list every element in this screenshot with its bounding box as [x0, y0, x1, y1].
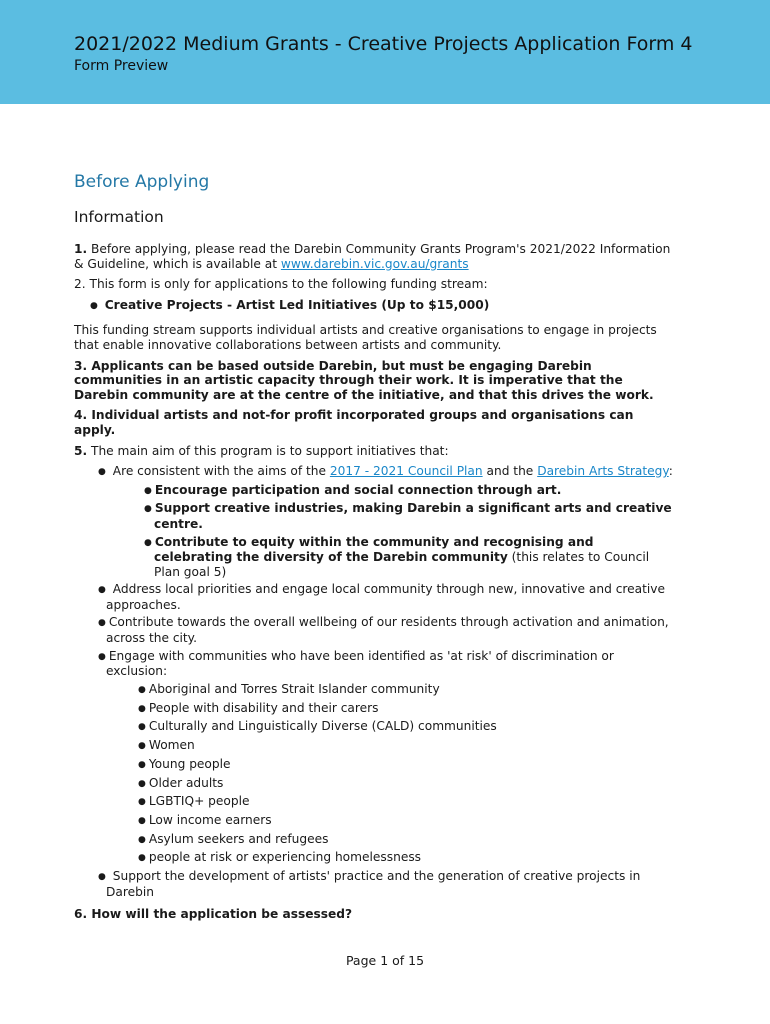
- bullet-icon: ●: [138, 778, 146, 789]
- group-text: Asylum seekers and refugees: [148, 831, 329, 846]
- funding-stream-name: Creative Projects - Artist Led Initiatives (Up to $15,000): [104, 297, 490, 312]
- list-item: [144, 535, 674, 580]
- bullet-icon: ●: [98, 585, 106, 596]
- arts-strategy-link[interactable]: Darebin Arts Strategy: [537, 464, 669, 479]
- section-heading: Before Applying: [74, 172, 210, 192]
- list-item: [138, 776, 674, 792]
- bullet-icon: ●: [138, 722, 146, 733]
- form-subtitle: Form Preview: [74, 58, 169, 74]
- bullet-icon: ●: [98, 872, 106, 883]
- group-text: People with disability and their carers: [148, 700, 379, 715]
- list-item: [138, 682, 674, 698]
- item-1: [74, 242, 674, 271]
- group-text: Low income earners: [148, 812, 272, 827]
- grants-link[interactable]: www.darebin.vic.gov.au/grants: [280, 256, 469, 271]
- aim-1-text: Are consistent with the aims of the: [112, 464, 330, 479]
- bullet-icon: ●: [144, 537, 152, 548]
- group-text: Women: [148, 738, 195, 753]
- sub-aim-text: Encourage participation and social connection through art.: [154, 482, 562, 497]
- item-2: 2. This form is only for applications to the following funding stream:: [74, 277, 488, 292]
- item-6-text: 6. How will the application be assessed?: [74, 907, 353, 922]
- aim-1-sublist: [144, 483, 674, 580]
- bullet-icon: ●: [138, 797, 146, 808]
- list-item: [138, 850, 674, 866]
- bullet-icon: ●: [90, 300, 98, 311]
- aim-5-text: Support the development of artists' practice and the generation of creative projects in Darebin: [106, 869, 641, 899]
- form-content: [74, 170, 674, 928]
- list-item: [144, 501, 674, 531]
- sub-aim-text: Contribute to equity within the community and recognising and celebrating the diversity of the Darebin community: [154, 534, 594, 565]
- aim-4: [98, 649, 674, 679]
- aim-2: [98, 582, 674, 612]
- aim-3: [98, 615, 674, 645]
- list-item: [138, 719, 674, 735]
- item-6: [74, 907, 674, 922]
- aim-2-text: Address local priorities and engage local community through new, innovative and creative approaches.: [106, 582, 666, 612]
- aim-5: [98, 869, 674, 899]
- list-item: [144, 483, 674, 499]
- item-4: [74, 408, 674, 437]
- sub-aim-note: (this relates to Council Plan goal 5): [154, 550, 650, 579]
- bullet-icon: ●: [138, 759, 146, 770]
- council-plan-link[interactable]: 2017 - 2021 Council Plan: [329, 464, 483, 479]
- list-item: [138, 832, 674, 848]
- aim-1-mid: and the: [482, 464, 538, 479]
- bullet-icon: ●: [144, 485, 152, 496]
- item-5: [74, 444, 674, 459]
- item-5-number: 5.: [74, 443, 88, 458]
- at-risk-groups-list: [138, 682, 674, 866]
- aim-1-colon: :: [668, 464, 673, 479]
- bullet-icon: ●: [138, 834, 146, 845]
- item-3-text: 3. Applicants can be based outside Darebin, but must be engaging Darebin communities in an artistic capacity through their work. It is imperative that the Darebin community are at the centre of the initiative, and that this drives the work.: [74, 358, 654, 402]
- aim-3-text: Contribute towards the overall wellbeing of our residents through activation and animation, across the city.: [106, 615, 669, 646]
- form-title: 2021/2022 Medium Grants - Creative Projects Application Form 4: [74, 33, 693, 55]
- aim-1: [98, 464, 674, 480]
- section-subheading: Information: [74, 208, 164, 226]
- group-text: Aboriginal and Torres Strait Islander community: [148, 681, 440, 696]
- item-5-text: The main aim of this program is to support initiatives that:: [87, 443, 449, 458]
- bullet-icon: ●: [98, 651, 106, 662]
- list-item: [138, 813, 674, 829]
- aim-4-text: Engage with communities who have been identified as 'at risk' of discrimination or exclusion:: [106, 648, 614, 679]
- bullet-icon: ●: [138, 684, 146, 695]
- bullet-icon: ●: [138, 815, 146, 826]
- form-header: [0, 0, 770, 104]
- group-text: Young people: [148, 756, 231, 771]
- group-text: people at risk or experiencing homelessness: [148, 850, 422, 865]
- bullet-icon: ●: [98, 618, 106, 629]
- group-text: LGBTIQ+ people: [148, 794, 250, 809]
- list-item: [138, 757, 674, 773]
- list-item: [138, 701, 674, 717]
- bullet-icon: ●: [144, 504, 152, 515]
- list-item: [138, 738, 674, 754]
- item-4-text: 4. Individual artists and not-for profit incorporated groups and organisations can apply.: [74, 408, 634, 437]
- sub-aim-text: Support creative industries, making Darebin a significant arts and creative centre.: [154, 501, 672, 531]
- item-1-text: Before applying, please read the Darebin Community Grants Program's 2021/2022 Information & Guideline, which is available at: [74, 242, 671, 271]
- bullet-icon: ●: [138, 853, 146, 864]
- list-item: [138, 794, 674, 810]
- page-number: Page 1 of 15: [345, 953, 425, 968]
- item-1-number: 1.: [74, 242, 88, 256]
- item-3: [74, 359, 674, 403]
- funding-stream-description: This funding stream supports individual artists and creative organisations to engage in projects that enable innovative collaborations between artists and community.: [74, 323, 657, 352]
- bullet-icon: ●: [138, 741, 146, 752]
- bullet-icon: ●: [138, 703, 146, 714]
- funding-stream-bullet: [90, 298, 674, 314]
- bullet-icon: ●: [98, 467, 106, 478]
- group-text: Culturally and Linguistically Diverse (CALD) communities: [148, 719, 497, 734]
- group-text: Older adults: [148, 775, 224, 790]
